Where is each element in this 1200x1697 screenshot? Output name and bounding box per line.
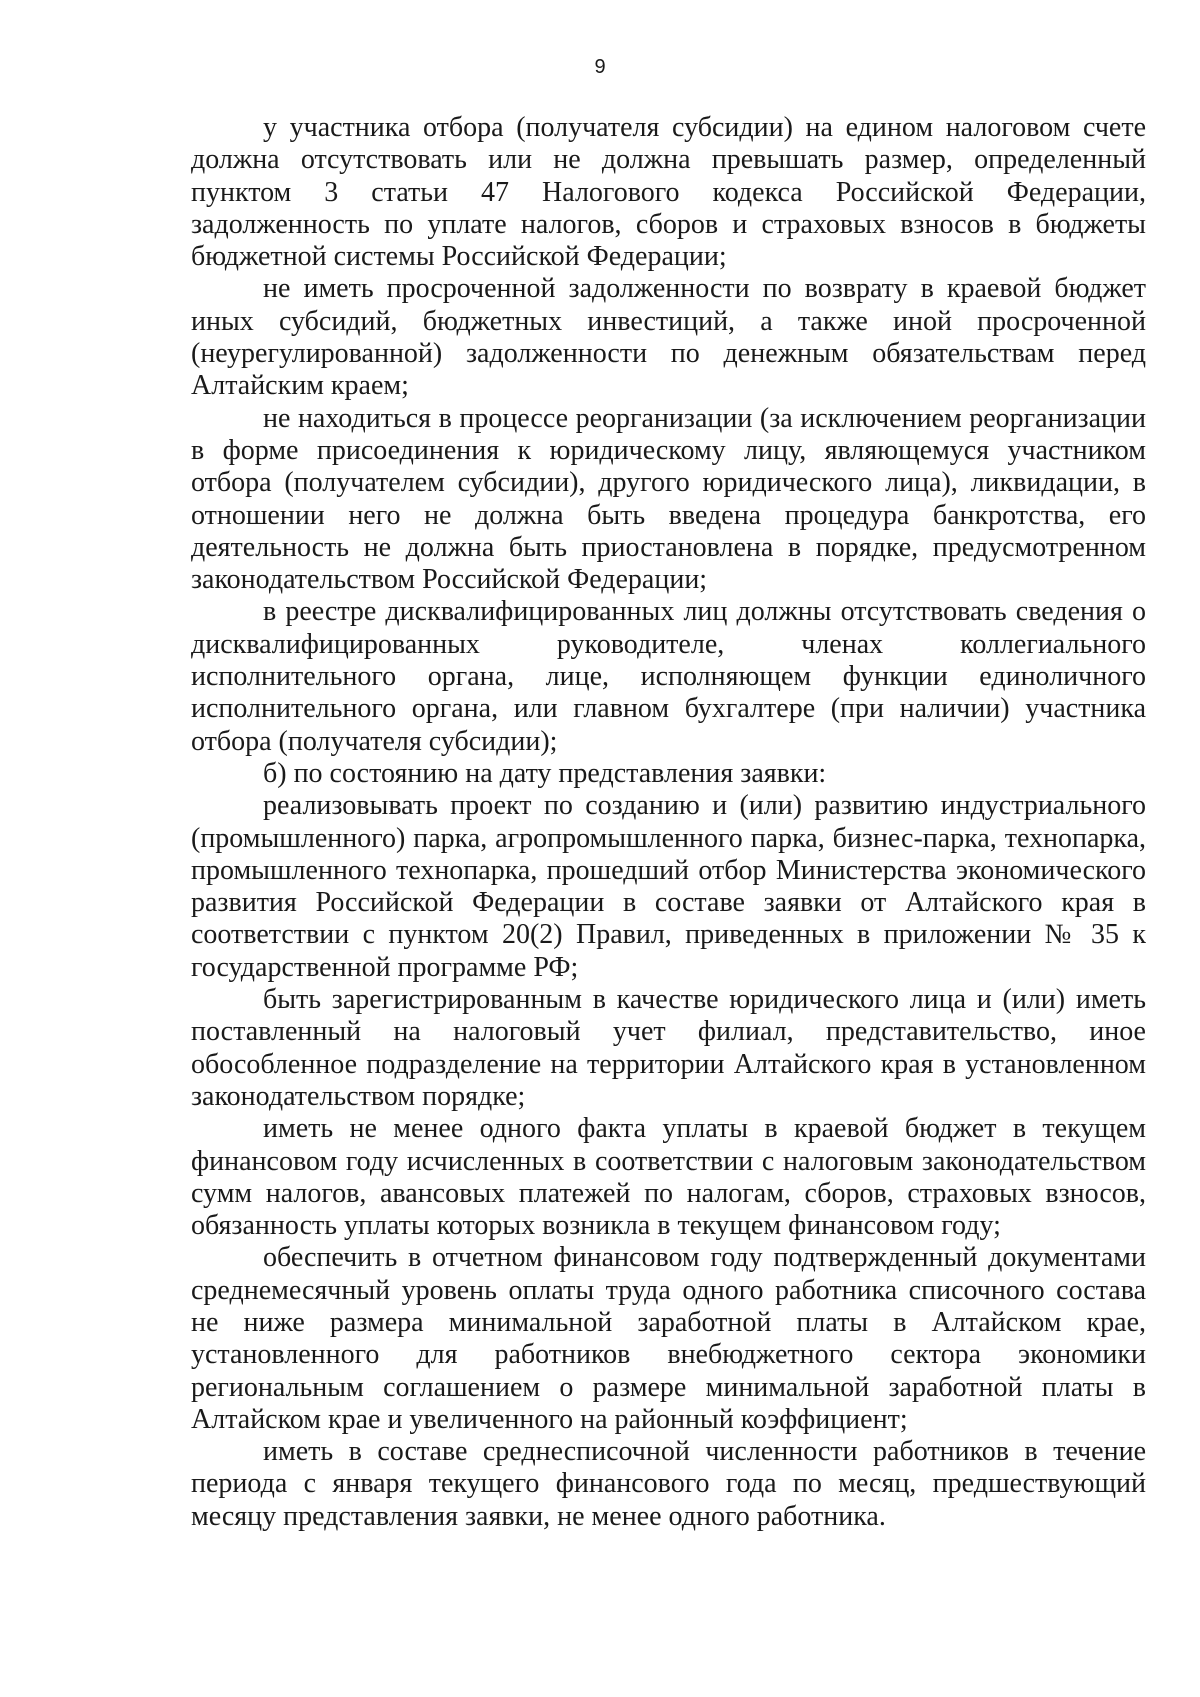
paragraph-park-project: реализовывать проект по созданию и (или) развитию индустриального (промышленного) парка, агропромышленного парка, бизнес-парка, технопарка, промышленного технопарка, прошедший отбор Министерства экономического развития Российской Федерации в составе заявки от Алтайского края в соответствии с пунктом 20(2) Правил, приведенных в приложении № 35 к государственной программе РФ; — [191, 790, 1146, 983]
paragraph-wage-level: обеспечить в отчетном финансовом году подтвержденный документами среднемесячный уровень оплаты труда одного работника списочного состава не ниже размера минимальной заработной платы в Алтайском крае, установленного для работников внебюджетного сектора экономики региональным соглашением о размере минимальной заработной платы в Алтайском крае и увеличенного на районный коэффициент; — [191, 1242, 1146, 1435]
page-number: 9 — [594, 56, 606, 78]
paragraph-reorganization: не находиться в процессе реорганизации (за исключением реорганизации в форме присоединения к юридическому лицу, являющемуся участником отбора (получателем субсидии), другого юридического лица), ликвидации, в отношении него не должна быть введена процедура банкротства, его деятельность не должна быть приостановлена в порядке, предусмотренном законодательством Российской Федерации; — [191, 402, 1146, 596]
paragraph-tax-debt: у участника отбора (получателя субсидии) на едином налоговом счете должна отсутствовать или не должна превышать размер, определенный пунктом 3 статьи 47 Налогового кодекса Российской Федерации, задолженность по уплате налогов, сборов и страховых взносов в бюджеты бюджетной системы Российской Федерации; — [191, 112, 1146, 273]
paragraph-disqualified-registry: в реестре дисквалифицированных лиц должны отсутствовать сведения о дисквалифицированных руководителе, членах коллегиального исполнительного органа, лице, исполняющем функции единоличного исполнительного органа, или главном бухгалтере (при наличии) участника отбора (получателя субсидии); — [191, 596, 1146, 757]
paragraph-application-date-heading: б) по состоянию на дату представления заявки: — [263, 757, 827, 789]
paragraph-registration: быть зарегистрированным в качестве юридического лица и (или) иметь поставленный на налоговый учет филиал, представительство, иное обособленное подразделение на территории Алтайского края в установленном законодательством порядке; — [191, 984, 1146, 1112]
document-body — [191, 112, 1146, 1533]
paragraph-overdue-debt: не иметь просроченной задолженности по возврату в краевой бюджет иных субсидий, бюджетных инвестиций, а также иной просроченной (неурегулированной) задолженности по денежным обязательствам перед Алтайским краем; — [191, 273, 1146, 402]
paragraph-headcount: иметь в составе среднесписочной численности работников в течение периода с января текущего финансового года по месяц, предшествующий месяцу представления заявки, не менее одного работника. — [191, 1436, 1146, 1532]
paragraph-tax-payment: иметь не менее одного факта уплаты в краевой бюджет в текущем финансовом году исчисленных в соответствии с налоговым законодательством сумм налогов, авансовых платежей по налогам, сборов, страховых взносов, обязанность уплаты которых возникла в текущем финансовом году; — [191, 1113, 1146, 1242]
